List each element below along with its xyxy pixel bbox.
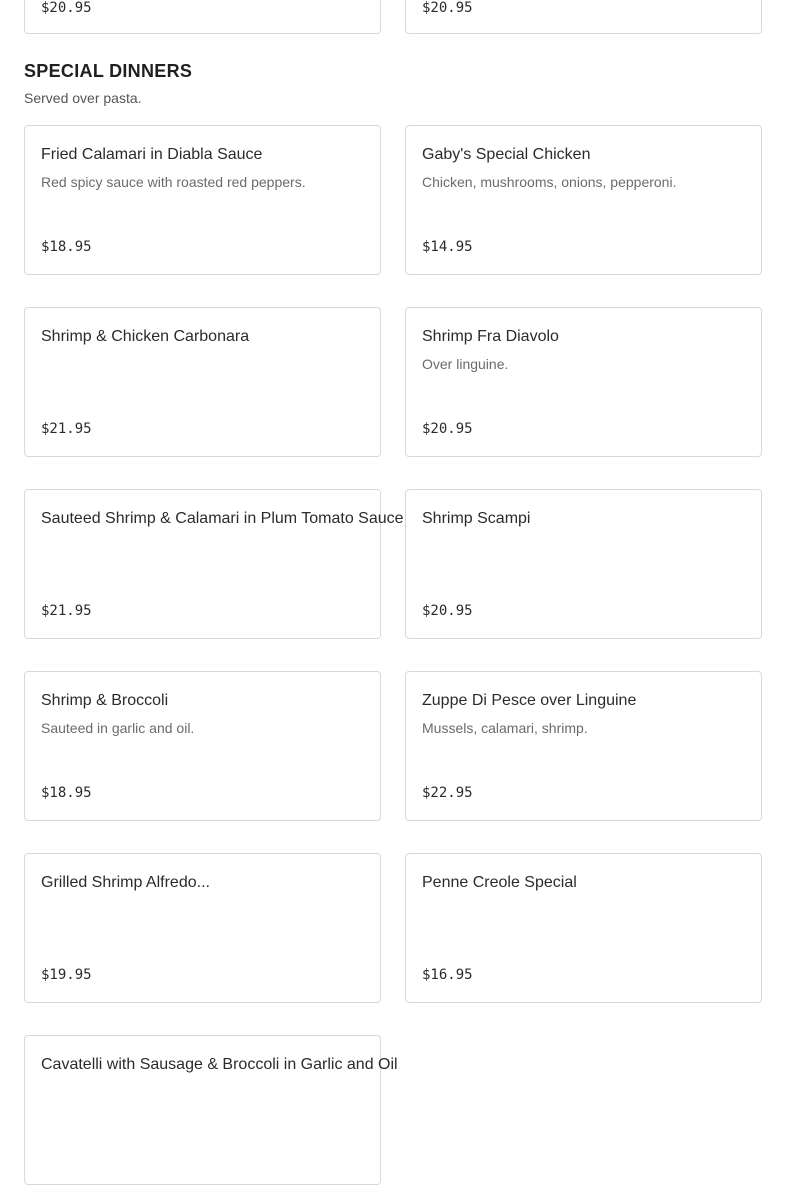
menu-item-name: Sauteed Shrimp & Calamari in Plum Tomato Sauce: [41, 510, 404, 527]
menu-item-price: $20.95: [422, 0, 473, 16]
menu-item-price: $22.95: [422, 785, 473, 801]
menu-item-price: $20.95: [422, 421, 473, 437]
menu-item-description: Over linguine.: [422, 356, 509, 372]
menu-item-price: $18.95: [41, 785, 92, 801]
menu-item-price: $21.95: [41, 421, 92, 437]
menu-item-card[interactable]: [24, 853, 381, 1003]
menu-item-price: $16.95: [422, 967, 473, 983]
menu-item-card[interactable]: [405, 307, 762, 457]
menu-item-description: Mussels, calamari, shrimp.: [422, 720, 588, 736]
section-title: SPECIAL DINNERS: [24, 61, 193, 81]
menu-item-card[interactable]: [405, 489, 762, 639]
menu-item-name: Cavatelli with Sausage & Broccoli in Garlic and Oil: [41, 1056, 398, 1073]
menu-item-card[interactable]: [405, 0, 762, 34]
menu-item-name: Grilled Shrimp Alfredo...: [41, 874, 210, 891]
menu-item-name: Shrimp & Chicken Carbonara: [41, 328, 250, 345]
menu-item-card[interactable]: [24, 307, 381, 457]
menu-item-card[interactable]: [24, 489, 404, 639]
menu-item-price: $20.95: [422, 603, 473, 619]
menu-item-name: Shrimp Scampi: [422, 510, 531, 527]
menu-item-name: Zuppe Di Pesce over Linguine: [422, 692, 637, 709]
menu-item-name: Gaby's Special Chicken: [422, 146, 591, 163]
menu-item-name: Shrimp & Broccoli: [41, 692, 169, 709]
menu-item-price: $18.95: [41, 239, 92, 255]
menu-item-price: $19.95: [41, 967, 92, 983]
menu-item-card[interactable]: [24, 0, 381, 34]
menu-item-description: Sauteed in garlic and oil.: [41, 720, 195, 736]
menu-item-price: $21.95: [41, 603, 92, 619]
menu-item-description: Chicken, mushrooms, onions, pepperoni.: [422, 174, 677, 190]
menu-item-card[interactable]: [405, 853, 762, 1003]
section-subtitle: Served over pasta.: [24, 90, 142, 106]
menu-item-price: $14.95: [422, 239, 473, 255]
menu-item-price: $20.95: [41, 0, 92, 16]
menu-item-card[interactable]: [24, 671, 381, 821]
menu-item-card[interactable]: [405, 671, 762, 821]
menu-item-card[interactable]: [24, 1035, 398, 1185]
menu-item-card[interactable]: [405, 125, 762, 275]
menu-item-name: Shrimp Fra Diavolo: [422, 328, 559, 345]
menu-item-card[interactable]: [24, 125, 381, 275]
menu-item-name: Penne Creole Special: [422, 874, 577, 891]
menu-item-name: Fried Calamari in Diabla Sauce: [41, 146, 263, 163]
menu-item-description: Red spicy sauce with roasted red peppers.: [41, 174, 306, 190]
